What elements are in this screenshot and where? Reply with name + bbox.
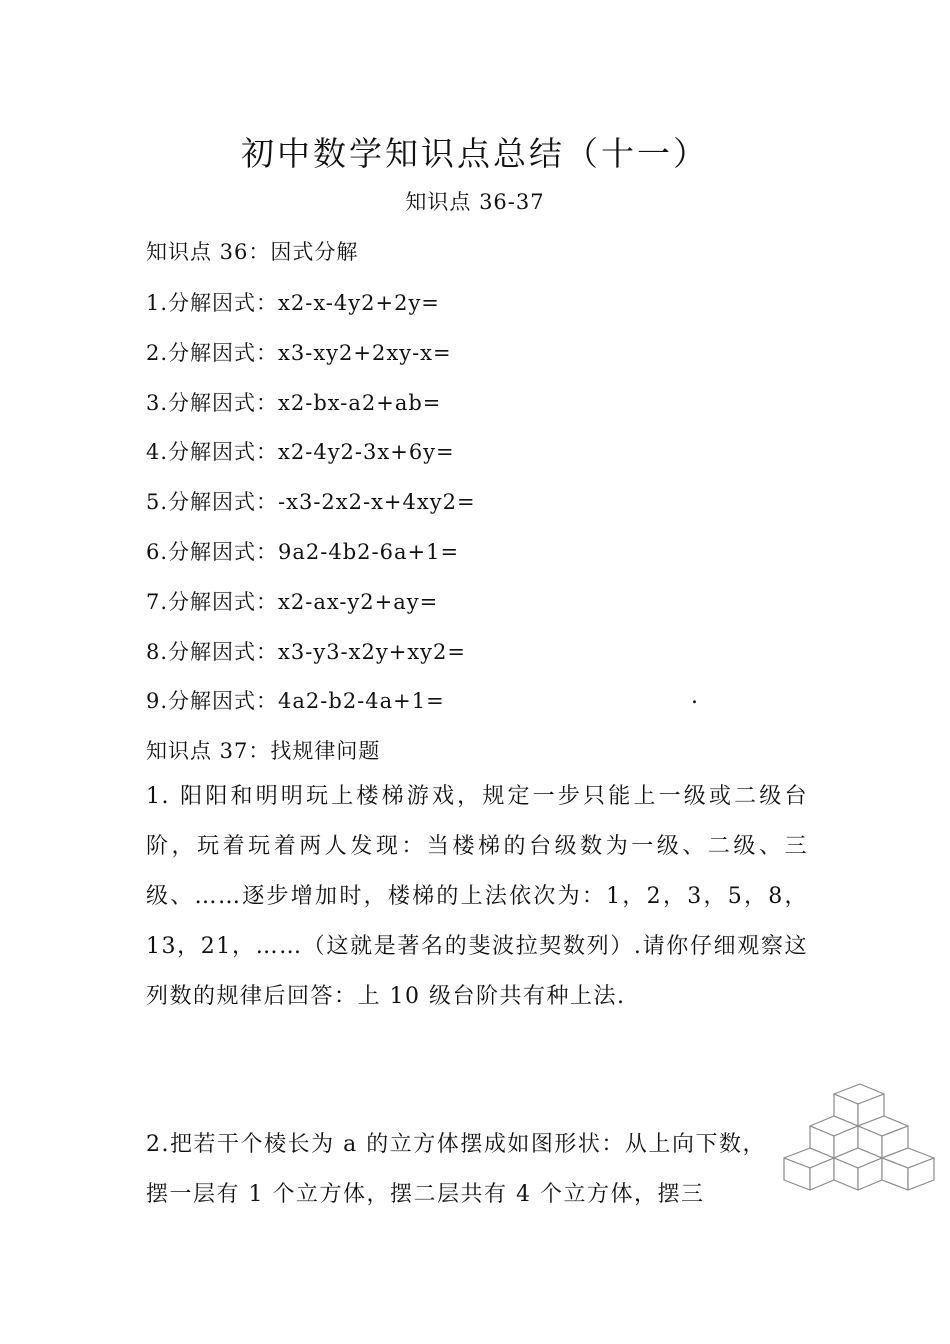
- problem-37-2: 2.把若干个棱长为 a 的立方体摆成如图形状：从上向下数，摆一层有 1 个立方体，摆二层共有 4 个立方体，摆三: [146, 1132, 766, 1207]
- problem-36-5: 5.分解因式：-x3-2x2-x+4xy2=: [146, 490, 476, 514]
- stacked-cubes-figure: [776, 1076, 942, 1192]
- trailing-period: .: [691, 684, 698, 709]
- problem-37-1: 1. 阳阳和明明玩上楼梯游戏，规定一步只能上一级或二级台阶，玩着玩着两人发现：当楼梯的台级数为一级、二级、三级、……逐步增加时，楼梯的上法依次为：1，2，3，5，8，13，21，……（这就是著名的斐波拉契数列）.请你仔细观察这列数的规律后回答：上 10 级台阶共有种上法.: [146, 784, 808, 1009]
- problem-36-3: 3.分解因式：x2-bx-a2+ab=: [146, 391, 442, 415]
- section-36-heading: 知识点 36：因式分解: [146, 240, 359, 264]
- problem-36-7: 7.分解因式：x2-ax-y2+ay=: [146, 590, 439, 614]
- problem-36-9: 9.分解因式：4a2-b2-4a+1=: [146, 689, 445, 713]
- problem-36-6: 6.分解因式：9a2-4b2-6a+1=: [146, 540, 460, 564]
- page-title: 初中数学知识点总结（十一）: [241, 134, 709, 173]
- problem-36-8: 8.分解因式：x3-y3-x2y+xy2=: [146, 640, 466, 664]
- problem-36-2: 2.分解因式：x3-xy2+2xy-x=: [146, 341, 452, 365]
- problem-36-4: 4.分解因式：x2-4y2-3x+6y=: [146, 440, 455, 464]
- problem-36-1: 1.分解因式：x2-x-4y2+2y=: [146, 291, 440, 315]
- page-subtitle: 知识点 36-37: [405, 190, 545, 214]
- section-37-heading: 知识点 37：找规律问题: [146, 739, 381, 763]
